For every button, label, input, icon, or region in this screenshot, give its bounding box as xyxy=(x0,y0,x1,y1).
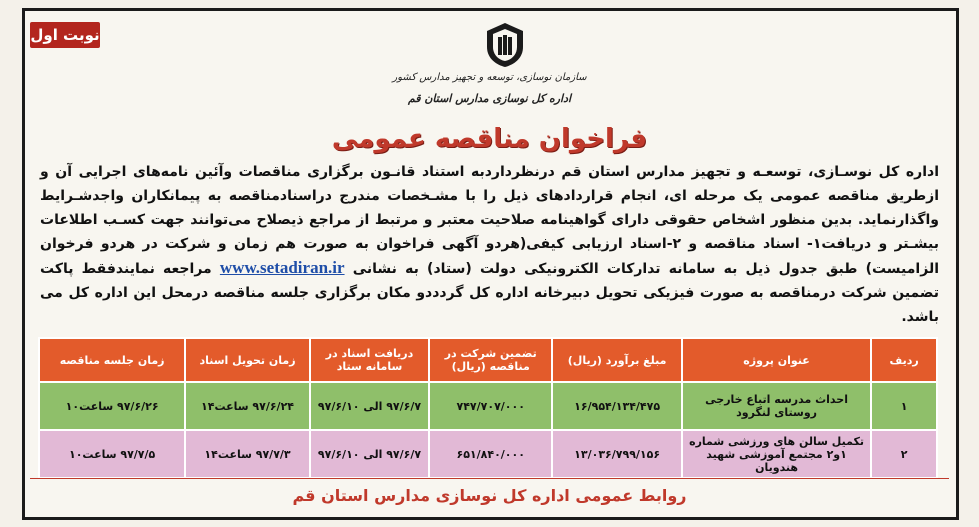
cell-receive-docs: ۹۷/۶/۷ الی ۹۷/۶/۱۰ xyxy=(310,382,429,430)
notice-body xyxy=(40,160,939,329)
organization-logo xyxy=(470,20,540,70)
body-text-part2: مراجعه نمایندفقط پاکت تضمین شرکت درمناقصه به صورت فیزیکی تحویل دبیرخانه اداره کل گردددو مکان برگزاری جلسه مناقصه درمحل این اداره کل می باشد. xyxy=(40,261,939,325)
cell-estimate: ۱۳/۰۳۶/۷۹۹/۱۵۶ xyxy=(552,430,682,478)
table-header-row xyxy=(39,338,937,382)
header-guarantee: تضمین شرکت در مناقصه (ریال) xyxy=(429,338,552,382)
first-publication-badge: نوبت اول xyxy=(30,22,100,48)
cell-session-time: ۹۷/۶/۲۶ ساعت۱۰ xyxy=(39,382,185,430)
logo-emblem-icon xyxy=(483,21,527,69)
footer-divider xyxy=(30,478,949,479)
header-estimate: مبلغ برآورد (ریال) xyxy=(552,338,682,382)
header-session-time: زمان جلسه مناقصه xyxy=(39,338,185,382)
cell-session-time: ۹۷/۷/۵ ساعت۱۰ xyxy=(39,430,185,478)
cell-guarantee: ۶۵۱/۸۴۰/۰۰۰ xyxy=(429,430,552,478)
public-relations-footer: روابط عمومی اداره کل نوسازی مدارس استان قم xyxy=(292,486,687,505)
organization-name: سازمان نوسازی، توسعه و تجهیز مدارس کشور xyxy=(392,72,587,83)
header-row-number: ردیف xyxy=(871,338,937,382)
cell-row-number: ۲ xyxy=(871,430,937,478)
cell-deliver-docs: ۹۷/۷/۳ ساعت۱۴ xyxy=(185,430,310,478)
header-receive-docs: دریافت اسناد در سامانه ستاد xyxy=(310,338,429,382)
setadiran-link[interactable]: www.setadiran.ir xyxy=(219,258,345,277)
cell-deliver-docs: ۹۷/۶/۲۴ ساعت۱۴ xyxy=(185,382,310,430)
table-row xyxy=(39,382,937,430)
cell-project-title: احداث مدرسه اتباع خارجی روستای لنگرود xyxy=(682,382,871,430)
cell-estimate: ۱۶/۹۵۴/۱۳۴/۴۷۵ xyxy=(552,382,682,430)
notice-title: فراخوان مناقصه عمومی xyxy=(331,124,648,154)
header-deliver-docs: زمان تحویل اسناد xyxy=(185,338,310,382)
cell-receive-docs: ۹۷/۶/۷ الی ۹۷/۶/۱۰ xyxy=(310,430,429,478)
tender-table xyxy=(38,337,938,479)
header-project-title: عنوان پروژه xyxy=(682,338,871,382)
cell-row-number: ۱ xyxy=(871,382,937,430)
cell-guarantee: ۷۴۷/۷۰۷/۰۰۰ xyxy=(429,382,552,430)
body-text-part1: اداره کل نوسـازی، توسعـه و تجهیز مدارس استان قم درنظرداردبه استناد قانـون برگزاری مناقصات وآئین نامه‌های اجرایی آن و ازطریق مناقصه عمومی یک مرحله ای، انجام قراردادهای ذیل را با مشـخصات مندرج دراسنادمناقصه به پیمانکاران واجدشـرایط واگذارنماید. بدین منظور اشخاص حقوقی دارای گواهینامه صلاحیت معتبر و مرتبط از مراجع ذیصلاح می‌توانند جهت کسـب اطلاعات بیشـتر و دریافت۱- اسناد مناقصه و ۲-اسناد ارزیابی کیفی(هردو آگهی فراخوان به صورت هم زمان و شرکت در هردو فرخوان الزامیست) طبق جدول ذیل به سامانه تدارکات الکترونیکی دولت (ستاد) به نشانی xyxy=(40,164,939,277)
department-name: اداره کل نوسازی مدارس استان قم xyxy=(407,92,572,105)
table-row xyxy=(39,430,937,478)
cell-project-title: تکمیل سالن های ورزشی شماره ۱و۲ مجتمع آموزشی شهید هندویان xyxy=(682,430,871,478)
